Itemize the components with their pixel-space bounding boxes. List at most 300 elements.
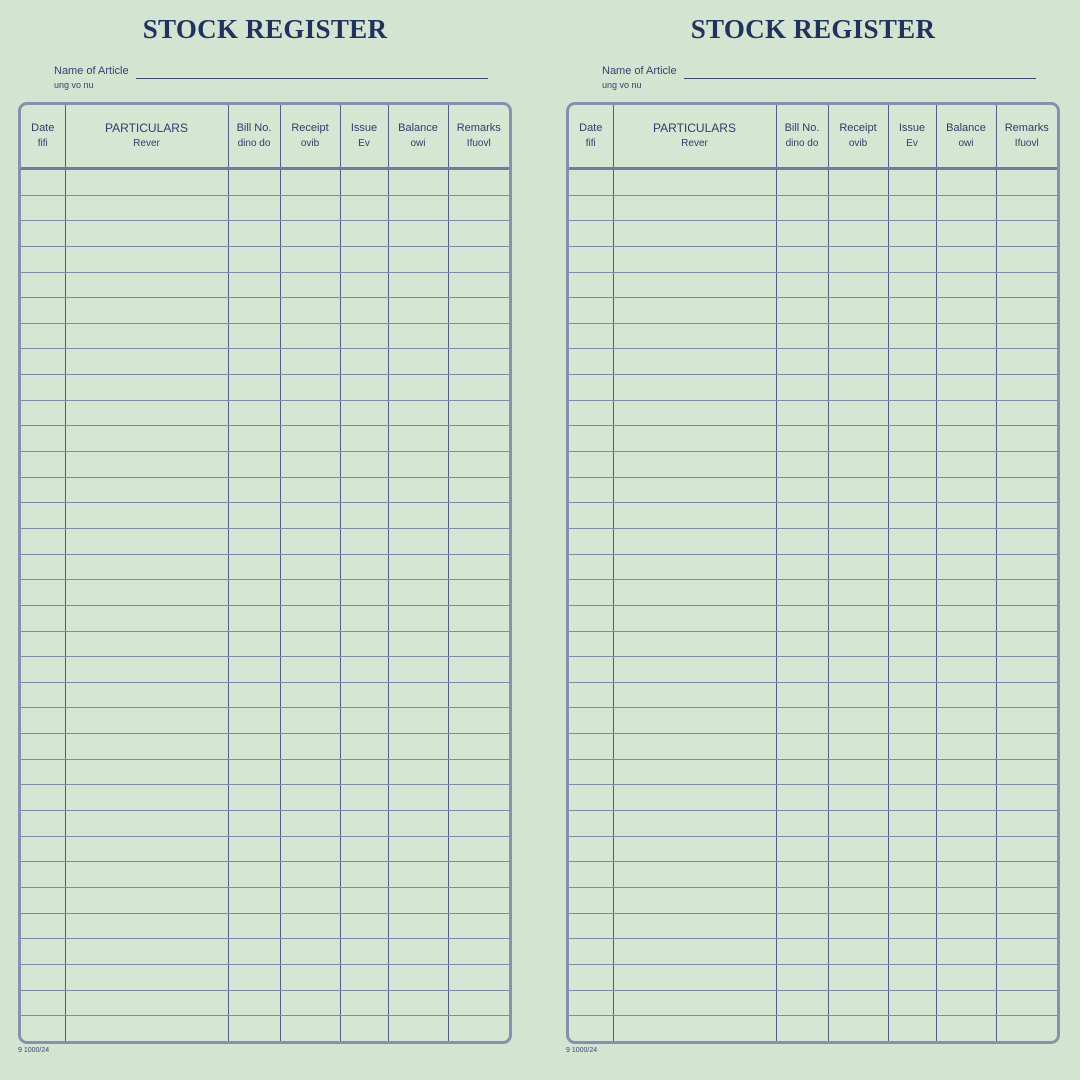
register-cell-remarks[interactable] bbox=[996, 503, 1057, 529]
register-cell-issue[interactable] bbox=[340, 221, 388, 247]
register-cell-issue[interactable] bbox=[340, 580, 388, 606]
register-cell-balance[interactable] bbox=[388, 964, 448, 990]
register-cell-date[interactable] bbox=[21, 426, 65, 452]
register-cell-issue[interactable] bbox=[340, 323, 388, 349]
register-cell-date[interactable] bbox=[569, 964, 613, 990]
register-cell-balance[interactable] bbox=[936, 785, 996, 811]
register-cell-balance[interactable] bbox=[936, 631, 996, 657]
register-cell-date[interactable] bbox=[569, 452, 613, 478]
register-cell-remarks[interactable] bbox=[448, 887, 509, 913]
register-cell-issue[interactable] bbox=[888, 375, 936, 401]
register-cell-issue[interactable] bbox=[888, 811, 936, 837]
register-cell-date[interactable] bbox=[21, 990, 65, 1016]
register-cell-remarks[interactable] bbox=[448, 169, 509, 196]
register-cell-receipt[interactable] bbox=[828, 913, 888, 939]
register-cell-receipt[interactable] bbox=[828, 246, 888, 272]
register-cell-receipt[interactable] bbox=[828, 375, 888, 401]
register-cell-bill-no[interactable] bbox=[776, 1016, 828, 1041]
register-cell-issue[interactable] bbox=[888, 195, 936, 221]
register-cell-issue[interactable] bbox=[888, 990, 936, 1016]
register-cell-receipt[interactable] bbox=[280, 400, 340, 426]
register-cell-date[interactable] bbox=[569, 811, 613, 837]
register-cell-date[interactable] bbox=[21, 887, 65, 913]
register-cell-particulars[interactable] bbox=[65, 272, 228, 298]
register-cell-bill-no[interactable] bbox=[228, 580, 280, 606]
register-cell-bill-no[interactable] bbox=[228, 375, 280, 401]
register-cell-bill-no[interactable] bbox=[228, 298, 280, 324]
register-cell-bill-no[interactable] bbox=[776, 554, 828, 580]
register-cell-bill-no[interactable] bbox=[228, 400, 280, 426]
register-cell-receipt[interactable] bbox=[828, 862, 888, 888]
register-cell-receipt[interactable] bbox=[828, 939, 888, 965]
register-cell-date[interactable] bbox=[569, 298, 613, 324]
register-cell-balance[interactable] bbox=[936, 657, 996, 683]
register-cell-particulars[interactable] bbox=[613, 400, 776, 426]
register-cell-receipt[interactable] bbox=[280, 785, 340, 811]
register-cell-date[interactable] bbox=[569, 272, 613, 298]
register-cell-date[interactable] bbox=[569, 503, 613, 529]
register-cell-particulars[interactable] bbox=[65, 195, 228, 221]
register-cell-receipt[interactable] bbox=[280, 272, 340, 298]
register-cell-bill-no[interactable] bbox=[776, 580, 828, 606]
register-cell-remarks[interactable] bbox=[996, 939, 1057, 965]
register-cell-remarks[interactable] bbox=[448, 246, 509, 272]
register-cell-balance[interactable] bbox=[388, 939, 448, 965]
register-cell-receipt[interactable] bbox=[828, 887, 888, 913]
register-cell-receipt[interactable] bbox=[280, 964, 340, 990]
register-cell-remarks[interactable] bbox=[996, 990, 1057, 1016]
register-cell-date[interactable] bbox=[21, 400, 65, 426]
register-cell-receipt[interactable] bbox=[828, 759, 888, 785]
register-cell-balance[interactable] bbox=[936, 272, 996, 298]
register-cell-balance[interactable] bbox=[388, 682, 448, 708]
register-cell-date[interactable] bbox=[21, 708, 65, 734]
register-cell-bill-no[interactable] bbox=[776, 631, 828, 657]
register-cell-balance[interactable] bbox=[388, 605, 448, 631]
register-cell-receipt[interactable] bbox=[828, 631, 888, 657]
register-cell-particulars[interactable] bbox=[65, 836, 228, 862]
register-cell-balance[interactable] bbox=[388, 759, 448, 785]
register-cell-particulars[interactable] bbox=[613, 759, 776, 785]
register-cell-date[interactable] bbox=[21, 349, 65, 375]
register-cell-bill-no[interactable] bbox=[776, 939, 828, 965]
register-cell-remarks[interactable] bbox=[996, 605, 1057, 631]
register-cell-remarks[interactable] bbox=[448, 708, 509, 734]
register-cell-date[interactable] bbox=[569, 990, 613, 1016]
register-cell-remarks[interactable] bbox=[996, 400, 1057, 426]
register-cell-receipt[interactable] bbox=[828, 400, 888, 426]
register-cell-bill-no[interactable] bbox=[776, 605, 828, 631]
register-cell-particulars[interactable] bbox=[65, 990, 228, 1016]
register-cell-remarks[interactable] bbox=[448, 580, 509, 606]
register-cell-bill-no[interactable] bbox=[228, 939, 280, 965]
register-cell-bill-no[interactable] bbox=[228, 887, 280, 913]
register-cell-particulars[interactable] bbox=[65, 452, 228, 478]
register-cell-remarks[interactable] bbox=[448, 528, 509, 554]
register-cell-balance[interactable] bbox=[388, 708, 448, 734]
register-cell-issue[interactable] bbox=[340, 1016, 388, 1041]
register-cell-balance[interactable] bbox=[936, 246, 996, 272]
register-cell-particulars[interactable] bbox=[613, 682, 776, 708]
register-cell-balance[interactable] bbox=[936, 605, 996, 631]
register-cell-date[interactable] bbox=[21, 631, 65, 657]
register-cell-remarks[interactable] bbox=[448, 990, 509, 1016]
register-cell-bill-no[interactable] bbox=[776, 169, 828, 196]
register-cell-particulars[interactable] bbox=[613, 246, 776, 272]
register-cell-date[interactable] bbox=[21, 452, 65, 478]
register-cell-date[interactable] bbox=[569, 426, 613, 452]
register-cell-issue[interactable] bbox=[888, 349, 936, 375]
register-cell-particulars[interactable] bbox=[65, 477, 228, 503]
register-cell-remarks[interactable] bbox=[996, 631, 1057, 657]
register-cell-date[interactable] bbox=[21, 323, 65, 349]
register-cell-particulars[interactable] bbox=[613, 477, 776, 503]
register-cell-balance[interactable] bbox=[936, 862, 996, 888]
register-cell-receipt[interactable] bbox=[280, 682, 340, 708]
register-cell-issue[interactable] bbox=[340, 887, 388, 913]
register-cell-remarks[interactable] bbox=[448, 605, 509, 631]
register-cell-balance[interactable] bbox=[936, 836, 996, 862]
register-cell-balance[interactable] bbox=[388, 836, 448, 862]
register-cell-balance[interactable] bbox=[936, 426, 996, 452]
register-cell-particulars[interactable] bbox=[613, 605, 776, 631]
register-cell-particulars[interactable] bbox=[613, 528, 776, 554]
register-cell-issue[interactable] bbox=[888, 400, 936, 426]
register-cell-date[interactable] bbox=[569, 477, 613, 503]
register-cell-issue[interactable] bbox=[340, 631, 388, 657]
register-cell-receipt[interactable] bbox=[280, 221, 340, 247]
register-cell-issue[interactable] bbox=[888, 887, 936, 913]
register-cell-receipt[interactable] bbox=[828, 708, 888, 734]
register-cell-bill-no[interactable] bbox=[228, 195, 280, 221]
register-cell-issue[interactable] bbox=[888, 631, 936, 657]
register-cell-bill-no[interactable] bbox=[228, 323, 280, 349]
register-cell-particulars[interactable] bbox=[65, 298, 228, 324]
register-cell-bill-no[interactable] bbox=[228, 990, 280, 1016]
register-cell-receipt[interactable] bbox=[828, 298, 888, 324]
register-cell-balance[interactable] bbox=[388, 887, 448, 913]
register-cell-receipt[interactable] bbox=[280, 734, 340, 760]
register-cell-particulars[interactable] bbox=[613, 503, 776, 529]
register-cell-remarks[interactable] bbox=[448, 452, 509, 478]
register-cell-particulars[interactable] bbox=[613, 426, 776, 452]
register-cell-balance[interactable] bbox=[388, 452, 448, 478]
register-cell-date[interactable] bbox=[569, 913, 613, 939]
register-cell-remarks[interactable] bbox=[996, 580, 1057, 606]
register-cell-bill-no[interactable] bbox=[776, 708, 828, 734]
register-cell-bill-no[interactable] bbox=[776, 734, 828, 760]
register-cell-issue[interactable] bbox=[888, 836, 936, 862]
register-cell-date[interactable] bbox=[569, 554, 613, 580]
register-cell-balance[interactable] bbox=[936, 195, 996, 221]
register-cell-receipt[interactable] bbox=[828, 272, 888, 298]
register-cell-balance[interactable] bbox=[936, 221, 996, 247]
register-cell-balance[interactable] bbox=[936, 375, 996, 401]
register-cell-particulars[interactable] bbox=[65, 887, 228, 913]
register-cell-particulars[interactable] bbox=[613, 1016, 776, 1041]
register-cell-issue[interactable] bbox=[340, 375, 388, 401]
register-cell-remarks[interactable] bbox=[448, 298, 509, 324]
register-cell-particulars[interactable] bbox=[613, 811, 776, 837]
register-cell-particulars[interactable] bbox=[613, 836, 776, 862]
register-cell-date[interactable] bbox=[21, 1016, 65, 1041]
register-cell-particulars[interactable] bbox=[613, 580, 776, 606]
register-cell-bill-no[interactable] bbox=[228, 631, 280, 657]
register-cell-balance[interactable] bbox=[936, 811, 996, 837]
register-cell-date[interactable] bbox=[569, 528, 613, 554]
register-cell-particulars[interactable] bbox=[65, 580, 228, 606]
register-cell-issue[interactable] bbox=[888, 913, 936, 939]
register-cell-remarks[interactable] bbox=[448, 964, 509, 990]
register-cell-date[interactable] bbox=[21, 298, 65, 324]
register-cell-issue[interactable] bbox=[888, 862, 936, 888]
register-cell-issue[interactable] bbox=[340, 528, 388, 554]
register-cell-remarks[interactable] bbox=[448, 913, 509, 939]
register-cell-issue[interactable] bbox=[888, 759, 936, 785]
register-cell-balance[interactable] bbox=[936, 477, 996, 503]
register-cell-remarks[interactable] bbox=[996, 887, 1057, 913]
register-cell-receipt[interactable] bbox=[280, 298, 340, 324]
register-cell-remarks[interactable] bbox=[996, 759, 1057, 785]
register-cell-date[interactable] bbox=[21, 503, 65, 529]
register-cell-remarks[interactable] bbox=[448, 400, 509, 426]
register-cell-issue[interactable] bbox=[340, 195, 388, 221]
register-cell-particulars[interactable] bbox=[65, 708, 228, 734]
register-cell-particulars[interactable] bbox=[65, 246, 228, 272]
register-cell-bill-no[interactable] bbox=[228, 221, 280, 247]
register-cell-date[interactable] bbox=[21, 528, 65, 554]
register-cell-receipt[interactable] bbox=[280, 195, 340, 221]
register-cell-particulars[interactable] bbox=[613, 964, 776, 990]
register-cell-balance[interactable] bbox=[388, 990, 448, 1016]
register-cell-receipt[interactable] bbox=[828, 811, 888, 837]
register-cell-issue[interactable] bbox=[340, 272, 388, 298]
register-cell-balance[interactable] bbox=[936, 349, 996, 375]
register-cell-receipt[interactable] bbox=[280, 528, 340, 554]
register-cell-particulars[interactable] bbox=[613, 272, 776, 298]
register-cell-issue[interactable] bbox=[340, 554, 388, 580]
register-cell-balance[interactable] bbox=[936, 887, 996, 913]
register-cell-particulars[interactable] bbox=[65, 1016, 228, 1041]
register-cell-bill-no[interactable] bbox=[228, 785, 280, 811]
register-cell-date[interactable] bbox=[21, 836, 65, 862]
register-cell-receipt[interactable] bbox=[280, 246, 340, 272]
register-cell-issue[interactable] bbox=[340, 785, 388, 811]
register-cell-remarks[interactable] bbox=[996, 323, 1057, 349]
register-cell-bill-no[interactable] bbox=[776, 682, 828, 708]
register-cell-bill-no[interactable] bbox=[228, 682, 280, 708]
register-cell-balance[interactable] bbox=[388, 734, 448, 760]
register-cell-remarks[interactable] bbox=[448, 477, 509, 503]
register-cell-balance[interactable] bbox=[388, 1016, 448, 1041]
register-cell-bill-no[interactable] bbox=[776, 349, 828, 375]
register-cell-receipt[interactable] bbox=[280, 913, 340, 939]
register-cell-bill-no[interactable] bbox=[228, 554, 280, 580]
register-cell-issue[interactable] bbox=[340, 503, 388, 529]
register-cell-issue[interactable] bbox=[888, 964, 936, 990]
register-cell-remarks[interactable] bbox=[448, 426, 509, 452]
register-cell-receipt[interactable] bbox=[828, 426, 888, 452]
register-cell-issue[interactable] bbox=[340, 657, 388, 683]
register-cell-date[interactable] bbox=[21, 580, 65, 606]
register-cell-balance[interactable] bbox=[388, 528, 448, 554]
register-cell-date[interactable] bbox=[21, 682, 65, 708]
register-cell-bill-no[interactable] bbox=[776, 375, 828, 401]
register-cell-issue[interactable] bbox=[888, 323, 936, 349]
register-cell-receipt[interactable] bbox=[828, 964, 888, 990]
register-cell-remarks[interactable] bbox=[448, 734, 509, 760]
register-cell-bill-no[interactable] bbox=[776, 862, 828, 888]
register-cell-particulars[interactable] bbox=[613, 169, 776, 196]
register-cell-bill-no[interactable] bbox=[776, 272, 828, 298]
register-cell-bill-no[interactable] bbox=[776, 477, 828, 503]
register-cell-particulars[interactable] bbox=[65, 734, 228, 760]
register-cell-bill-no[interactable] bbox=[228, 862, 280, 888]
register-cell-bill-no[interactable] bbox=[228, 246, 280, 272]
register-cell-balance[interactable] bbox=[936, 734, 996, 760]
register-cell-balance[interactable] bbox=[936, 323, 996, 349]
register-cell-issue[interactable] bbox=[888, 503, 936, 529]
register-cell-receipt[interactable] bbox=[280, 887, 340, 913]
register-cell-receipt[interactable] bbox=[828, 221, 888, 247]
register-cell-receipt[interactable] bbox=[280, 631, 340, 657]
register-cell-date[interactable] bbox=[21, 939, 65, 965]
register-cell-balance[interactable] bbox=[936, 298, 996, 324]
register-cell-issue[interactable] bbox=[888, 708, 936, 734]
register-cell-date[interactable] bbox=[21, 657, 65, 683]
register-cell-remarks[interactable] bbox=[448, 836, 509, 862]
register-cell-balance[interactable] bbox=[388, 657, 448, 683]
register-cell-receipt[interactable] bbox=[280, 1016, 340, 1041]
register-cell-issue[interactable] bbox=[888, 528, 936, 554]
register-cell-particulars[interactable] bbox=[613, 939, 776, 965]
register-cell-issue[interactable] bbox=[340, 836, 388, 862]
register-cell-issue[interactable] bbox=[888, 657, 936, 683]
register-cell-issue[interactable] bbox=[888, 682, 936, 708]
register-cell-bill-no[interactable] bbox=[776, 452, 828, 478]
register-cell-date[interactable] bbox=[569, 887, 613, 913]
register-cell-bill-no[interactable] bbox=[228, 349, 280, 375]
register-cell-particulars[interactable] bbox=[613, 631, 776, 657]
register-cell-bill-no[interactable] bbox=[228, 503, 280, 529]
register-cell-particulars[interactable] bbox=[65, 375, 228, 401]
register-cell-date[interactable] bbox=[569, 836, 613, 862]
register-cell-date[interactable] bbox=[21, 375, 65, 401]
register-cell-particulars[interactable] bbox=[65, 169, 228, 196]
register-cell-bill-no[interactable] bbox=[776, 503, 828, 529]
register-cell-bill-no[interactable] bbox=[228, 477, 280, 503]
register-cell-receipt[interactable] bbox=[828, 528, 888, 554]
register-cell-receipt[interactable] bbox=[280, 503, 340, 529]
register-cell-issue[interactable] bbox=[340, 939, 388, 965]
register-cell-issue[interactable] bbox=[340, 811, 388, 837]
register-cell-particulars[interactable] bbox=[613, 887, 776, 913]
register-cell-remarks[interactable] bbox=[996, 246, 1057, 272]
register-cell-receipt[interactable] bbox=[828, 1016, 888, 1041]
register-cell-particulars[interactable] bbox=[65, 811, 228, 837]
register-cell-date[interactable] bbox=[21, 759, 65, 785]
register-cell-remarks[interactable] bbox=[996, 964, 1057, 990]
register-cell-balance[interactable] bbox=[388, 811, 448, 837]
register-cell-receipt[interactable] bbox=[280, 759, 340, 785]
register-cell-date[interactable] bbox=[21, 913, 65, 939]
register-cell-remarks[interactable] bbox=[996, 195, 1057, 221]
register-cell-date[interactable] bbox=[21, 272, 65, 298]
register-cell-particulars[interactable] bbox=[613, 785, 776, 811]
register-cell-balance[interactable] bbox=[388, 323, 448, 349]
register-cell-bill-no[interactable] bbox=[228, 605, 280, 631]
register-cell-receipt[interactable] bbox=[828, 836, 888, 862]
register-cell-particulars[interactable] bbox=[65, 221, 228, 247]
register-cell-bill-no[interactable] bbox=[228, 913, 280, 939]
register-cell-particulars[interactable] bbox=[65, 323, 228, 349]
register-cell-remarks[interactable] bbox=[996, 375, 1057, 401]
register-cell-issue[interactable] bbox=[888, 734, 936, 760]
register-cell-issue[interactable] bbox=[340, 298, 388, 324]
register-cell-date[interactable] bbox=[21, 246, 65, 272]
register-cell-remarks[interactable] bbox=[448, 811, 509, 837]
register-cell-date[interactable] bbox=[569, 580, 613, 606]
register-cell-date[interactable] bbox=[21, 195, 65, 221]
register-cell-bill-no[interactable] bbox=[776, 887, 828, 913]
register-cell-issue[interactable] bbox=[340, 913, 388, 939]
register-cell-receipt[interactable] bbox=[280, 836, 340, 862]
register-cell-bill-no[interactable] bbox=[776, 426, 828, 452]
register-cell-remarks[interactable] bbox=[448, 759, 509, 785]
register-cell-particulars[interactable] bbox=[613, 298, 776, 324]
register-cell-bill-no[interactable] bbox=[228, 811, 280, 837]
register-cell-balance[interactable] bbox=[936, 400, 996, 426]
register-cell-particulars[interactable] bbox=[65, 528, 228, 554]
register-cell-remarks[interactable] bbox=[448, 631, 509, 657]
register-cell-issue[interactable] bbox=[888, 554, 936, 580]
register-cell-remarks[interactable] bbox=[448, 657, 509, 683]
register-cell-receipt[interactable] bbox=[828, 349, 888, 375]
register-cell-date[interactable] bbox=[21, 554, 65, 580]
register-cell-date[interactable] bbox=[569, 657, 613, 683]
register-cell-remarks[interactable] bbox=[996, 272, 1057, 298]
register-cell-remarks[interactable] bbox=[448, 221, 509, 247]
register-cell-receipt[interactable] bbox=[280, 708, 340, 734]
register-cell-bill-no[interactable] bbox=[228, 964, 280, 990]
register-cell-balance[interactable] bbox=[388, 785, 448, 811]
register-cell-issue[interactable] bbox=[340, 169, 388, 196]
register-cell-particulars[interactable] bbox=[65, 785, 228, 811]
register-cell-bill-no[interactable] bbox=[228, 734, 280, 760]
register-cell-balance[interactable] bbox=[936, 169, 996, 196]
register-cell-particulars[interactable] bbox=[65, 682, 228, 708]
register-cell-issue[interactable] bbox=[340, 400, 388, 426]
register-cell-particulars[interactable] bbox=[613, 913, 776, 939]
register-cell-receipt[interactable] bbox=[828, 734, 888, 760]
register-cell-issue[interactable] bbox=[340, 708, 388, 734]
register-cell-date[interactable] bbox=[569, 1016, 613, 1041]
register-cell-particulars[interactable] bbox=[65, 862, 228, 888]
register-cell-bill-no[interactable] bbox=[228, 708, 280, 734]
register-cell-remarks[interactable] bbox=[448, 503, 509, 529]
register-cell-bill-no[interactable] bbox=[776, 298, 828, 324]
register-cell-date[interactable] bbox=[569, 785, 613, 811]
register-cell-date[interactable] bbox=[569, 759, 613, 785]
register-cell-particulars[interactable] bbox=[65, 759, 228, 785]
register-cell-remarks[interactable] bbox=[448, 939, 509, 965]
register-cell-receipt[interactable] bbox=[280, 452, 340, 478]
register-cell-remarks[interactable] bbox=[996, 298, 1057, 324]
register-cell-balance[interactable] bbox=[388, 221, 448, 247]
register-cell-date[interactable] bbox=[569, 323, 613, 349]
register-cell-issue[interactable] bbox=[340, 964, 388, 990]
register-cell-issue[interactable] bbox=[340, 452, 388, 478]
